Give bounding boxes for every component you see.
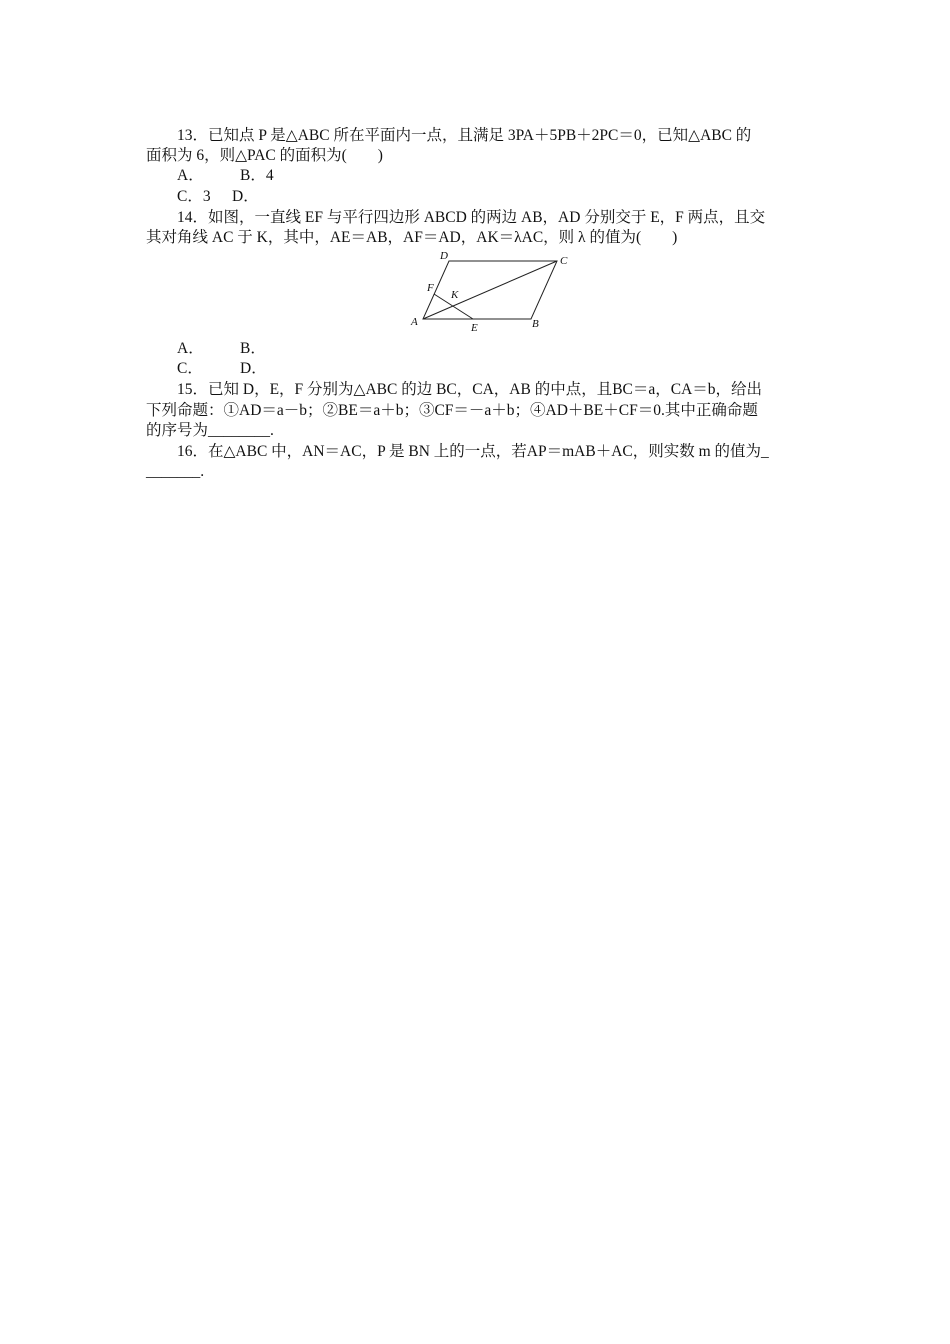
parallelogram-figure	[405, 249, 575, 335]
q14-option-b: B．	[240, 340, 266, 357]
q15-line-2: 下列命题：①AD＝a－b；②BE＝a＋b；③CF＝－a＋b；④AD＋BE＋CF＝0.其中正确命题	[146, 402, 758, 419]
label-a: A	[411, 316, 418, 328]
label-d: D	[440, 250, 448, 262]
q13-option-d: D．	[232, 188, 259, 205]
q15-line-1: 15．已知 D，E，F 分别为△ABC 的边 BC，CA，AB 的中点，且BC＝a，CA＝b，给出	[177, 381, 763, 398]
label-k: K	[451, 289, 459, 301]
q15-line-3: 的序号为________.	[146, 422, 274, 439]
q14-line-1: 14．如图，一直线 EF 与平行四边形 ABCD 的两边 AB，AD 分别交于 E，F 两点，且交	[177, 209, 766, 226]
q16-line-2: _______.	[146, 463, 205, 480]
q14-option-c: C．	[177, 360, 203, 377]
label-c: C	[560, 255, 568, 267]
diagonal-ac	[423, 261, 557, 319]
q14-option-a: A．	[177, 340, 204, 357]
q13-option-b: B．4	[240, 167, 274, 184]
q13-option-c: C．3	[177, 188, 211, 205]
label-f: F	[427, 282, 434, 294]
q14-line-2: 其对角线 AC 于 K，其中，AE＝AB，AF＝AD，AK＝λAC，则 λ 的值为( )	[146, 229, 678, 246]
q16-line-1: 16．在△ABC 中，AN＝AC，P 是 BN 上的一点，若AP＝mAB＋AC，则实数 m 的值为_	[177, 443, 769, 460]
q13-line-1: 13．已知点 P 是△ABC 所在平面内一点，且满足 3PA＋5PB＋2PC＝0，已知△ABC 的	[177, 127, 752, 144]
q14-option-d: D．	[240, 360, 267, 377]
label-b: B	[532, 318, 539, 330]
label-e: E	[471, 322, 478, 334]
q13-line-2: 面积为 6，则△PAC 的面积为( )	[146, 147, 383, 164]
q13-option-a: A．	[177, 167, 204, 184]
